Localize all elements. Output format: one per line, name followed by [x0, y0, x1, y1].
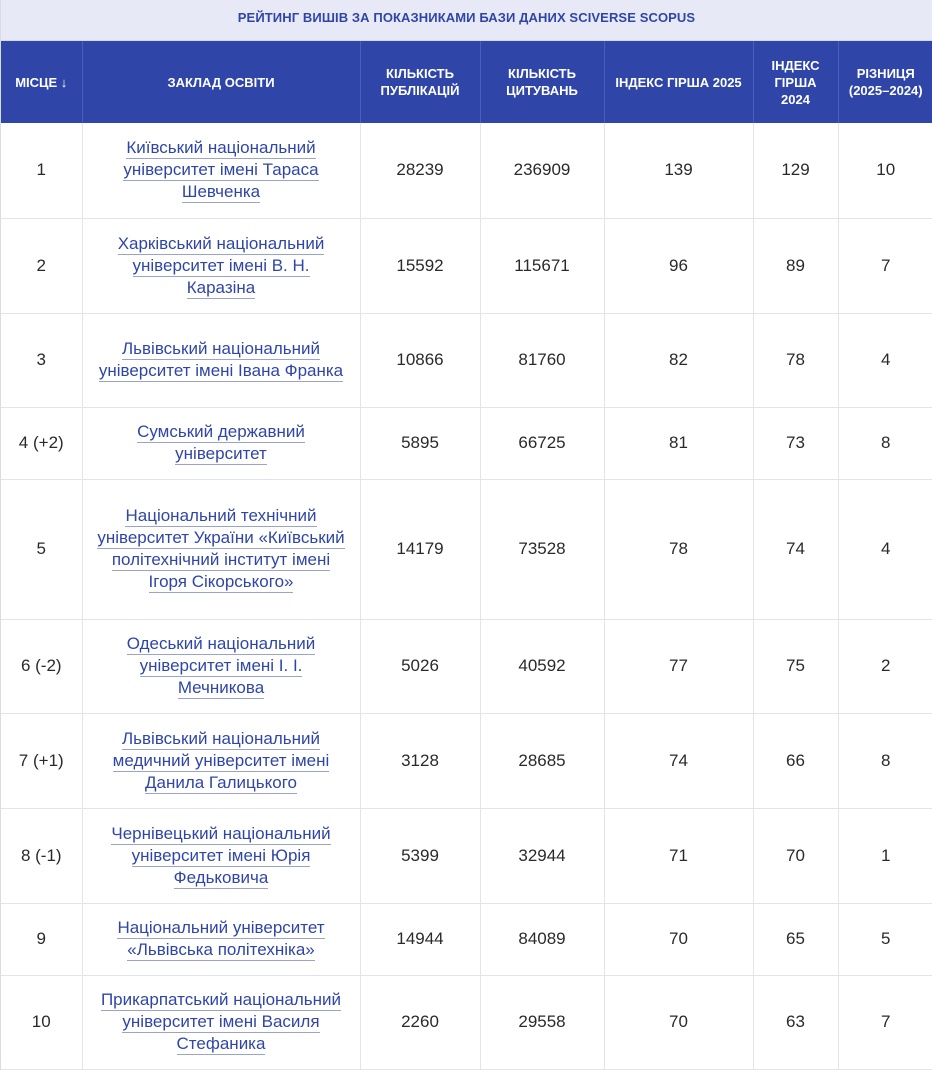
cell-h-index-2025: 77 — [604, 619, 753, 713]
cell-citations: 28685 — [480, 713, 604, 808]
cell-h-index-2024: 73 — [753, 407, 838, 479]
cell-h-index-2025: 78 — [604, 479, 753, 619]
header-publications: КІЛЬКІСТЬ ПУБЛІКАЦІЙ — [360, 41, 480, 123]
cell-place: 1 — [1, 123, 82, 218]
cell-institution — [82, 619, 360, 713]
cell-institution — [82, 903, 360, 975]
institution-link[interactable]: Львівський національний медичний університет імені Данила Галицького — [112, 728, 330, 792]
header-citations: КІЛЬКІСТЬ ЦИТУВАНЬ — [480, 41, 604, 123]
cell-h-index-2024: 129 — [753, 123, 838, 218]
cell-h-index-2024: 66 — [753, 713, 838, 808]
institution-link[interactable]: Національний технічний університет України «Київський політехнічний інститут імені Ігоря Сікорського» — [97, 506, 345, 591]
cell-publications: 3128 — [360, 713, 480, 808]
cell-place: 3 — [1, 313, 82, 407]
institution-link[interactable]: Національний університет «Львівська політехніка» — [117, 918, 325, 959]
cell-h-index-2024: 78 — [753, 313, 838, 407]
table-row — [1, 479, 932, 619]
cell-institution — [82, 407, 360, 479]
cell-h-index-2025: 81 — [604, 407, 753, 479]
table-row — [1, 407, 932, 479]
cell-citations: 73528 — [480, 479, 604, 619]
cell-publications: 15592 — [360, 218, 480, 313]
table-caption: РЕЙТИНГ ВИШІВ ЗА ПОКАЗНИКАМИ БАЗИ ДАНИХ SCIVERSE SCOPUS — [1, 0, 932, 41]
cell-citations: 40592 — [480, 619, 604, 713]
header-place[interactable]: МІСЦЕ ↓ — [1, 41, 82, 123]
cell-institution — [82, 313, 360, 407]
table-row — [1, 975, 932, 1069]
cell-publications: 5895 — [360, 407, 480, 479]
cell-publications: 10866 — [360, 313, 480, 407]
cell-institution — [82, 123, 360, 218]
cell-publications: 14179 — [360, 479, 480, 619]
cell-place: 4 (+2) — [1, 407, 82, 479]
table-row — [1, 123, 932, 218]
cell-h-index-2025: 71 — [604, 808, 753, 903]
cell-difference: 1 — [838, 808, 932, 903]
cell-difference: 5 — [838, 903, 932, 975]
table-row — [1, 713, 932, 808]
table-header-row — [1, 41, 932, 123]
cell-institution — [82, 975, 360, 1069]
cell-place: 8 (-1) — [1, 808, 82, 903]
cell-institution — [82, 218, 360, 313]
cell-publications: 14944 — [360, 903, 480, 975]
cell-place: 6 (-2) — [1, 619, 82, 713]
cell-difference: 8 — [838, 713, 932, 808]
cell-citations: 81760 — [480, 313, 604, 407]
cell-difference: 2 — [838, 619, 932, 713]
cell-h-index-2025: 139 — [604, 123, 753, 218]
cell-citations: 115671 — [480, 218, 604, 313]
cell-h-index-2024: 65 — [753, 903, 838, 975]
cell-citations: 32944 — [480, 808, 604, 903]
cell-h-index-2025: 82 — [604, 313, 753, 407]
table-row — [1, 808, 932, 903]
institution-link[interactable]: Сумський державний університет — [137, 422, 305, 463]
cell-h-index-2024: 74 — [753, 479, 838, 619]
cell-citations: 29558 — [480, 975, 604, 1069]
cell-institution — [82, 808, 360, 903]
cell-difference: 7 — [838, 975, 932, 1069]
cell-h-index-2024: 89 — [753, 218, 838, 313]
table-row — [1, 218, 932, 313]
cell-h-index-2025: 70 — [604, 903, 753, 975]
cell-h-index-2024: 75 — [753, 619, 838, 713]
cell-publications: 5399 — [360, 808, 480, 903]
cell-difference: 10 — [838, 123, 932, 218]
cell-h-index-2024: 63 — [753, 975, 838, 1069]
table-row — [1, 903, 932, 975]
institution-link[interactable]: Одеський національний університет імені І. І. Мечникова — [126, 634, 316, 697]
cell-place: 5 — [1, 479, 82, 619]
institution-link[interactable]: Чернівецький національний університет імені Юрія Федьковича — [111, 823, 331, 887]
cell-h-index-2025: 96 — [604, 218, 753, 313]
table-row — [1, 619, 932, 713]
cell-h-index-2024: 70 — [753, 808, 838, 903]
header-institution: ЗАКЛАД ОСВІТИ — [82, 41, 360, 123]
header-h-index-2024: ІНДЕКС ГІРША 2024 — [753, 41, 838, 123]
cell-place: 9 — [1, 903, 82, 975]
cell-institution — [82, 713, 360, 808]
cell-institution — [82, 479, 360, 619]
cell-citations: 236909 — [480, 123, 604, 218]
cell-place: 7 (+1) — [1, 713, 82, 808]
cell-publications: 5026 — [360, 619, 480, 713]
cell-difference: 4 — [838, 479, 932, 619]
cell-publications: 28239 — [360, 123, 480, 218]
institution-link[interactable]: Київський національний університет імені Тараса Шевченка — [123, 138, 319, 202]
header-difference: РІЗНИЦЯ (2025–2024) — [838, 41, 932, 123]
cell-h-index-2025: 70 — [604, 975, 753, 1069]
cell-citations: 84089 — [480, 903, 604, 975]
header-h-index-2025: ІНДЕКС ГІРША 2025 — [604, 41, 753, 123]
institution-link[interactable]: Харківський національний університет імені В. Н. Каразіна — [117, 233, 325, 297]
cell-place: 2 — [1, 218, 82, 313]
cell-difference: 8 — [838, 407, 932, 479]
cell-difference: 7 — [838, 218, 932, 313]
cell-h-index-2025: 74 — [604, 713, 753, 808]
table-row — [1, 313, 932, 407]
ranking-table — [1, 41, 932, 1070]
institution-link[interactable]: Львівський національний університет імені Івана Франка — [98, 339, 344, 380]
cell-difference: 4 — [838, 313, 932, 407]
institution-link[interactable]: Прикарпатський національний університет імені Василя Стефаника — [100, 990, 342, 1053]
cell-place: 10 — [1, 975, 82, 1069]
cell-citations: 66725 — [480, 407, 604, 479]
cell-publications: 2260 — [360, 975, 480, 1069]
